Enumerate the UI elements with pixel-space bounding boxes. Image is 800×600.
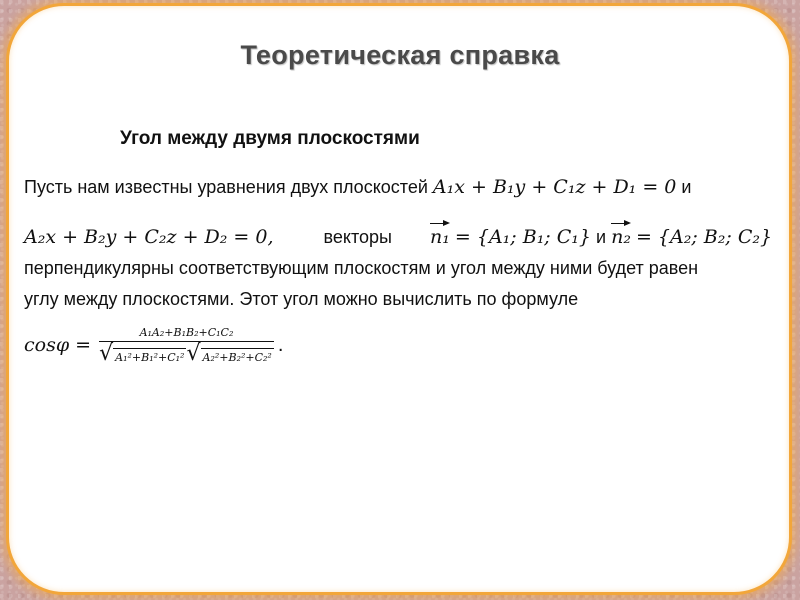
root-1	[99, 341, 186, 366]
formula-numerator: A₁A₂+B₁B₂+C₁C₂	[139, 326, 234, 339]
paragraph-line-3: перпендикулярны соответствующим плоскостям и угол между ними будет равен	[24, 258, 699, 278]
normal-vector-2: n₂	[611, 226, 631, 248]
line1-text: Пусть нам известны уравнения двух плоскостей	[24, 177, 428, 197]
sqrt-icon: √	[186, 341, 201, 366]
normal-vector-2-coords: = {A₂; B₂; C₂}	[635, 226, 773, 248]
vectors-word: векторы	[323, 227, 392, 247]
paragraph-line-4: углу между плоскостями. Этот угол можно вычислить по формуле	[24, 289, 579, 309]
cosine-formula	[24, 326, 283, 364]
formula-denominator	[99, 342, 274, 364]
formula-fraction	[99, 326, 274, 364]
formula-lhs: cosφ =	[24, 334, 92, 356]
root-2	[186, 341, 273, 366]
root-1-content: A₁²+B₁²+C₁²	[113, 348, 186, 364]
normal-vector-1-coords: = {A₁; B₁; C₁}	[454, 226, 591, 248]
slide-title: Теоретическая справка	[240, 40, 560, 70]
normal-vector-1: n₁	[430, 226, 450, 248]
paragraph-line-1	[24, 176, 691, 198]
plane1-equation: A₁x + B₁y + C₁z + D₁ = 0	[432, 176, 677, 198]
section-heading: Угол между двумя плоскостями	[120, 128, 420, 149]
plane2-equation: A₂x + B₂y + C₂z + D₂ = 0,	[24, 226, 274, 248]
line2-and: и	[596, 227, 607, 247]
paragraph-line-2	[24, 226, 772, 248]
root-2-content: A₂²+B₂²+C₂²	[201, 348, 274, 364]
line1-and: и	[681, 177, 692, 197]
formula-end: .	[277, 333, 284, 356]
sqrt-icon: √	[99, 341, 114, 366]
